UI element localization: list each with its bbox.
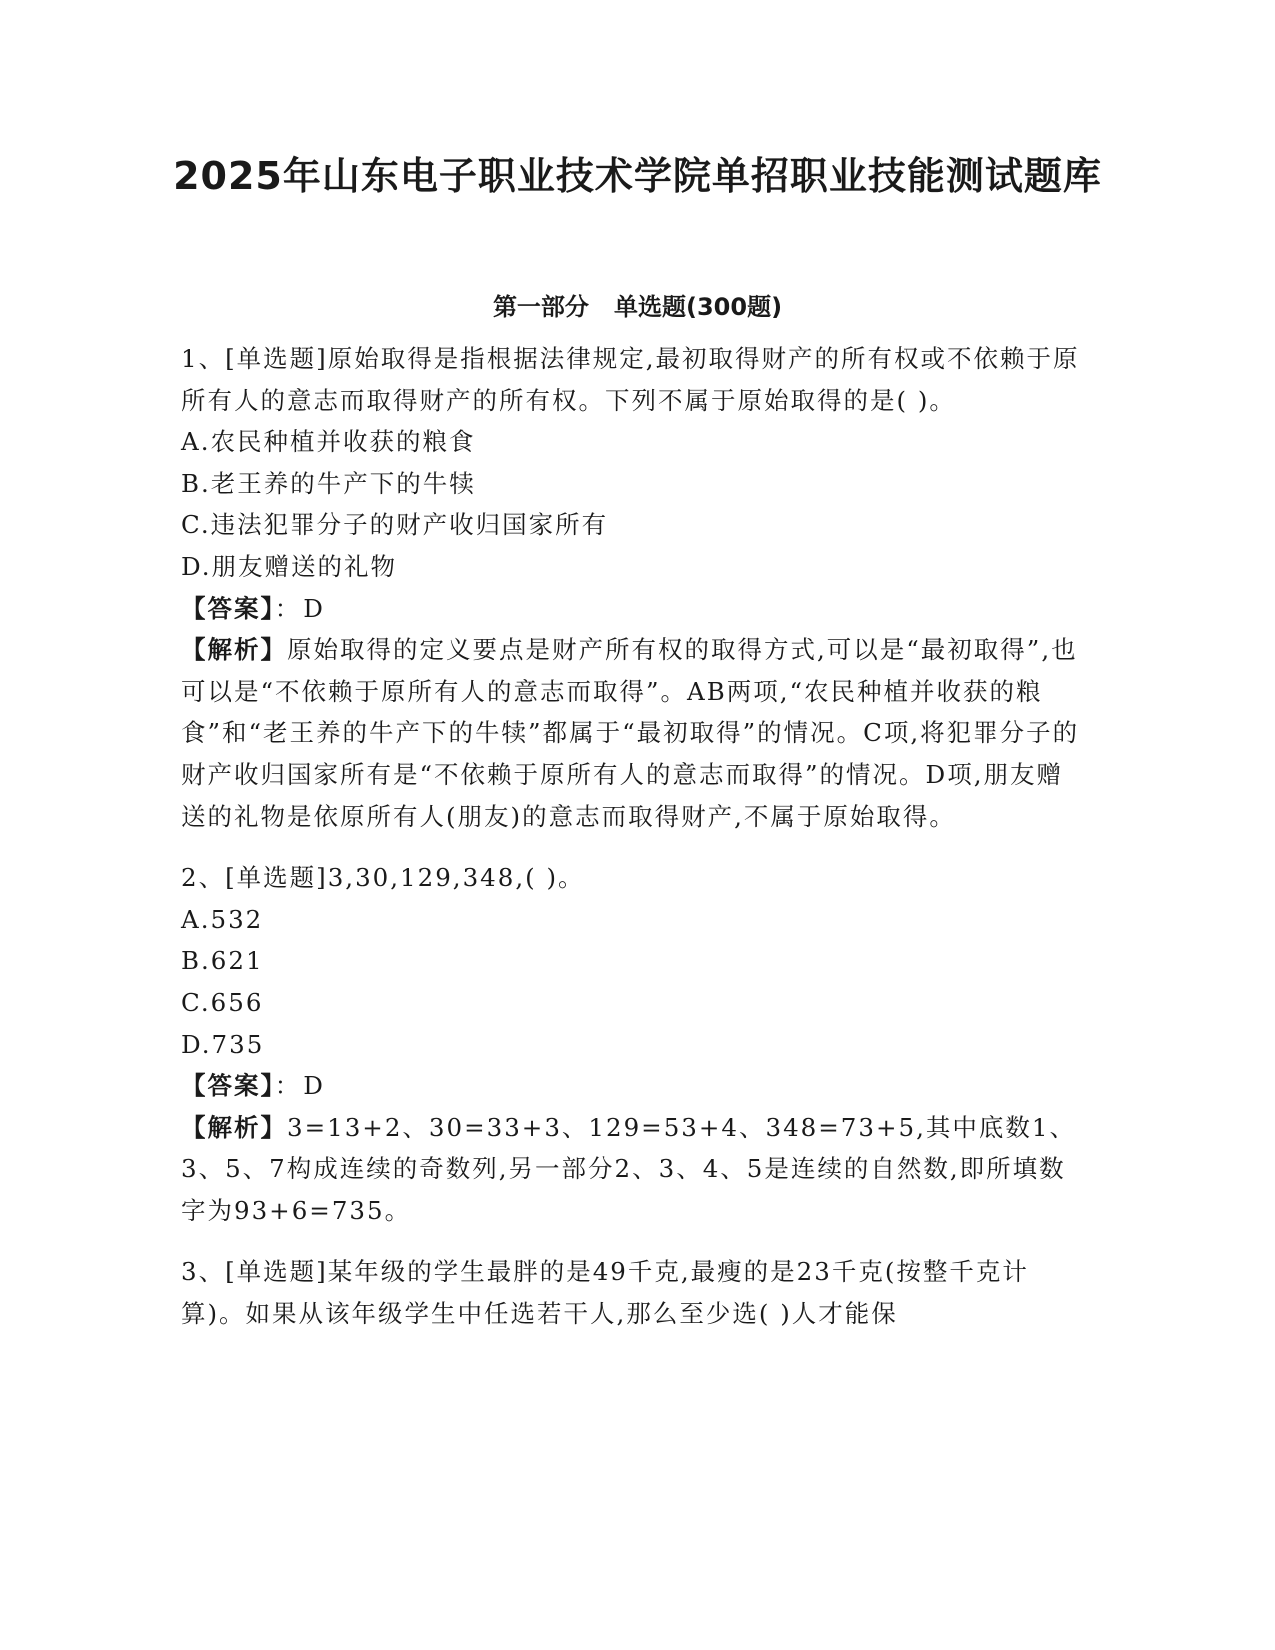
question-item bbox=[181, 338, 1086, 837]
question-list bbox=[181, 338, 1086, 1355]
answer-line bbox=[181, 1065, 1086, 1107]
answer-separator: ： bbox=[274, 1071, 302, 1101]
question-stem: 2、[单选题]3,30,129,348,( )。 bbox=[181, 863, 585, 893]
analysis-body: 原始取得的定义要点是财产所有权的取得方式,可以是“最初取得”,也可以是“不依赖于原所有人的意志而取得”。AB两项,“农民种植并收获的粮食”和“老王养的牛产下的牛犊”都属于“最初取得”的情况。C项,将犯罪分子的财产收归国家所有是“不依赖于原所有人的意志而取得”的情况。D项,朋友赠送的礼物是依原所有人(朋友)的意志而取得财产,不属于原始取得。 bbox=[181, 635, 1080, 831]
option-c: C.违法犯罪分子的财产收归国家所有 bbox=[181, 510, 609, 540]
answer-label: 【答案】 bbox=[181, 1071, 275, 1101]
answer-value: D bbox=[303, 593, 325, 623]
option-b: B.老王养的牛产下的牛犊 bbox=[181, 468, 476, 498]
option-a: A.农民种植并收获的粮食 bbox=[181, 427, 476, 457]
analysis-label: 【解析】 bbox=[181, 1112, 287, 1142]
question-stem: 1、[单选题]原始取得是指根据法律规定,最初取得财产的所有权或不依赖于原所有人的意志而取得财产的所有权。下列不属于原始取得的是( )。 bbox=[181, 344, 1080, 415]
question-item bbox=[181, 857, 1086, 1231]
answer-value: D bbox=[303, 1071, 325, 1101]
answer-separator: ： bbox=[274, 593, 302, 623]
option-c: C.656 bbox=[181, 987, 264, 1017]
option-a: A.532 bbox=[181, 904, 264, 934]
option-b: B.621 bbox=[181, 946, 264, 976]
question-item bbox=[181, 1251, 1086, 1334]
question-stem: 3、[单选题]某年级的学生最胖的是49千克,最瘦的是23千克(按整千克计算)。如果从该年级学生中任选若干人,那么至少选( )人才能保 bbox=[181, 1257, 1029, 1329]
section-heading: 第一部分 单选题(300题) bbox=[492, 293, 783, 321]
option-d: D.朋友赠送的礼物 bbox=[181, 551, 398, 581]
answer-line bbox=[181, 588, 1086, 630]
analysis-text bbox=[181, 629, 1086, 837]
analysis-label: 【解析】 bbox=[181, 635, 287, 665]
analysis-body: 3=13+2、30=33+3、129=53+4、348=73+5,其中底数1、3、5、7构成连续的奇数列,另一部分2、3、4、5是连续的自然数,即所填数字为93+6=735。 bbox=[181, 1112, 1076, 1225]
answer-label: 【答案】 bbox=[181, 593, 275, 623]
option-d: D.735 bbox=[181, 1029, 265, 1059]
analysis-text bbox=[181, 1107, 1086, 1232]
document-title: 2025年山东电子职业技术学院单招职业技能测试题库 bbox=[173, 154, 1102, 198]
